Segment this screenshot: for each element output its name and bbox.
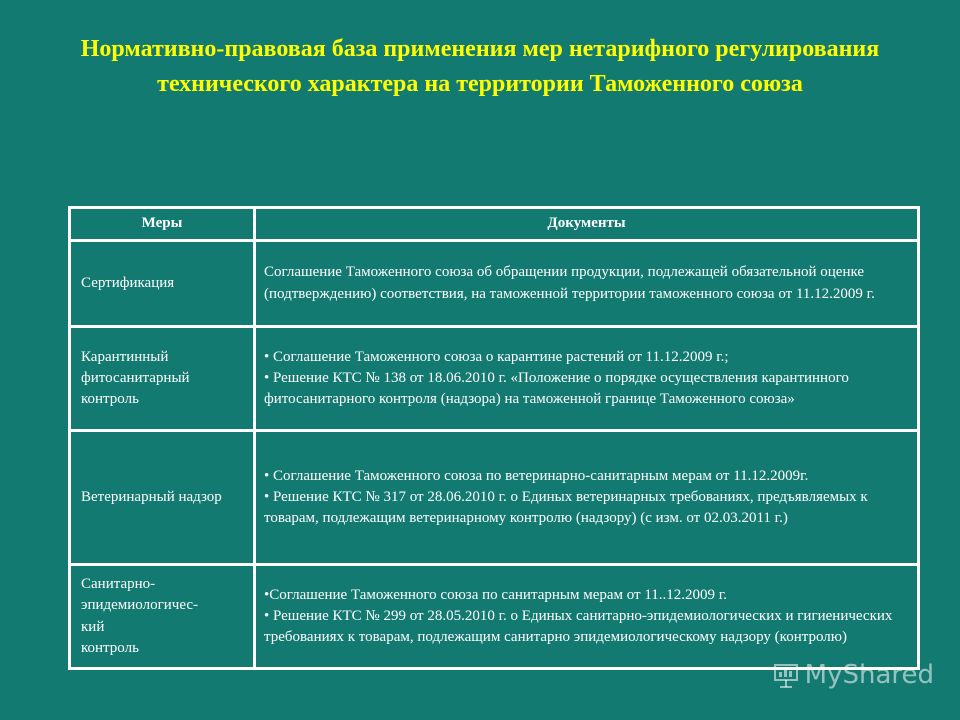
table-row bbox=[70, 327, 919, 431]
measure-cell: Карантинный фитосанитарный контроль bbox=[70, 327, 255, 431]
measure-line: эпидемиологичес- bbox=[81, 597, 198, 614]
measure-line: Санитарно- bbox=[81, 575, 156, 592]
documents-cell bbox=[255, 431, 919, 565]
documents-cell bbox=[255, 327, 919, 431]
table-row bbox=[70, 431, 919, 565]
column-header-measures: Меры bbox=[70, 208, 255, 241]
measure-line: кий bbox=[81, 618, 105, 635]
presentation-board-icon bbox=[771, 660, 801, 690]
document-item: Соглашение Таможенного союза об обращении продукции, подлежащей обязательной оценке (подтверждению) соответствия, на таможенной территории таможенного союза от 11.12.2009 г. bbox=[264, 264, 875, 302]
document-item: • Решение КТС № 317 от 28.06.2010 г. о Единых ветеринарных требованиях, предъявляемых к товарам, подлежащим ветеринарному контролю (надзору) (с изм. от 02.03.2011 г.) bbox=[264, 488, 868, 527]
documents-cell bbox=[255, 241, 919, 327]
watermark-text: MyShared bbox=[804, 660, 934, 690]
measure-cell: Ветеринарный надзор bbox=[70, 431, 255, 565]
table-header-row bbox=[70, 208, 919, 241]
column-header-documents: Документы bbox=[255, 208, 919, 241]
document-item: • Решение КТС № 138 от 18.06.2010 г. «Положение о порядке осуществления карантинного фитосанитарного контроля (надзора) на таможенной границе Таможенного союза» bbox=[264, 369, 849, 408]
document-item: •Соглашение Таможенного союза по санитарным мерам от 11..12.2009 г. bbox=[264, 586, 728, 603]
documents-cell bbox=[255, 565, 919, 669]
table-row bbox=[70, 241, 919, 327]
document-item: • Решение КТС № 299 от 28.05.2010 г. о Единых санитарно-эпидемиологических и гигиенических требованиях к товарам, подлежащим санитарно эпидемиологическому надзору (контролю) bbox=[264, 607, 893, 646]
measure-line: контроль bbox=[81, 639, 139, 656]
table-row bbox=[70, 565, 919, 669]
document-item: • Соглашение Таможенного союза о карантине растений от 11.12.2009 г.; bbox=[264, 348, 729, 365]
watermark bbox=[771, 660, 934, 690]
measure-cell bbox=[70, 565, 255, 669]
document-item: • Соглашение Таможенного союза по ветеринарно-санитарным мерам от 11.12.2009г. bbox=[264, 467, 809, 484]
measures-documents-table bbox=[68, 206, 920, 670]
slide-title: Нормативно-правовая база применения мер нетарифного регулирования технического характера на территории Таможенного союза bbox=[80, 36, 880, 97]
measure-cell: Сертификация bbox=[70, 241, 255, 327]
